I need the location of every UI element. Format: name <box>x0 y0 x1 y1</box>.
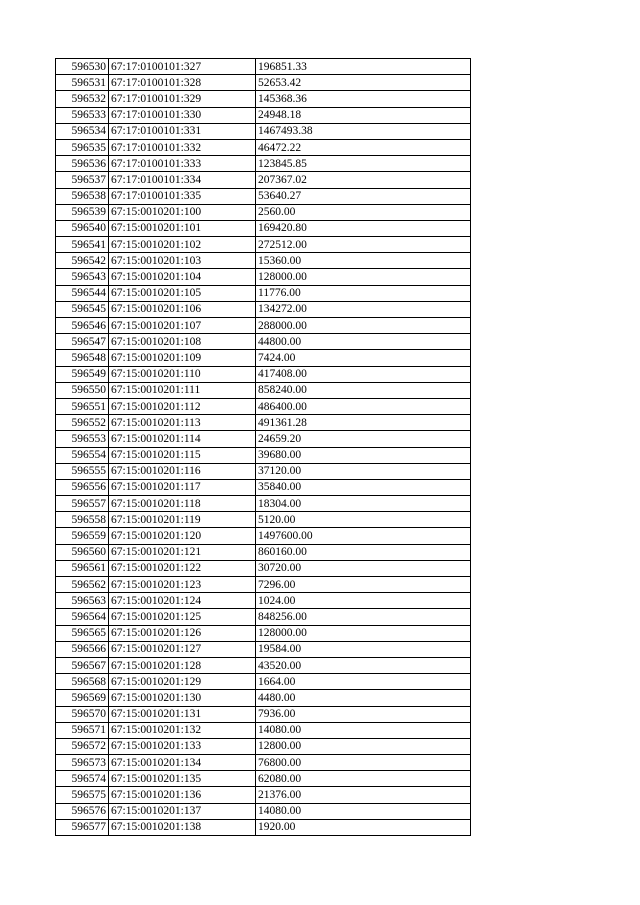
row-number-cell: 596566 <box>56 641 109 657</box>
cadastral-number-cell: 67:17:0100101:331 <box>109 123 256 139</box>
cadastral-number-cell: 67:15:0010201:133 <box>109 738 256 754</box>
table-row <box>56 172 471 188</box>
cadastral-number-cell: 67:15:0010201:104 <box>109 269 256 285</box>
row-number-cell: 596563 <box>56 593 109 609</box>
cadastral-number-cell: 67:15:0010201:120 <box>109 528 256 544</box>
data-table <box>55 58 471 836</box>
table-row <box>56 722 471 738</box>
cadastral-number-cell: 67:17:0100101:334 <box>109 172 256 188</box>
row-number-cell: 596532 <box>56 91 109 107</box>
row-number-cell: 596530 <box>56 59 109 75</box>
value-cell: 128000.00 <box>256 625 471 641</box>
row-number-cell: 596544 <box>56 285 109 301</box>
cadastral-number-cell: 67:15:0010201:111 <box>109 382 256 398</box>
row-number-cell: 596562 <box>56 577 109 593</box>
table-row <box>56 819 471 835</box>
row-number-cell: 596540 <box>56 220 109 236</box>
row-number-cell: 596570 <box>56 706 109 722</box>
value-cell: 860160.00 <box>256 544 471 560</box>
table-row <box>56 755 471 771</box>
table-row <box>56 91 471 107</box>
row-number-cell: 596557 <box>56 496 109 512</box>
cadastral-number-cell: 67:15:0010201:132 <box>109 722 256 738</box>
cadastral-number-cell: 67:15:0010201:125 <box>109 609 256 625</box>
row-number-cell: 596545 <box>56 301 109 317</box>
row-number-cell: 596554 <box>56 447 109 463</box>
cadastral-number-cell: 67:15:0010201:107 <box>109 318 256 334</box>
value-cell: 52653.42 <box>256 75 471 91</box>
cadastral-number-cell: 67:15:0010201:123 <box>109 577 256 593</box>
value-cell: 46472.22 <box>256 139 471 155</box>
table-row <box>56 479 471 495</box>
table-row <box>56 188 471 204</box>
value-cell: 2560.00 <box>256 204 471 220</box>
cadastral-number-cell: 67:17:0100101:332 <box>109 139 256 155</box>
row-number-cell: 596547 <box>56 334 109 350</box>
row-number-cell: 596555 <box>56 463 109 479</box>
row-number-cell: 596576 <box>56 803 109 819</box>
table-row <box>56 75 471 91</box>
value-cell: 1664.00 <box>256 674 471 690</box>
value-cell: 7296.00 <box>256 577 471 593</box>
table-row <box>56 59 471 75</box>
row-number-cell: 596556 <box>56 479 109 495</box>
table-row <box>56 366 471 382</box>
table-row <box>56 463 471 479</box>
table-row <box>56 496 471 512</box>
row-number-cell: 596569 <box>56 690 109 706</box>
value-cell: 37120.00 <box>256 463 471 479</box>
cadastral-number-cell: 67:15:0010201:103 <box>109 253 256 269</box>
row-number-cell: 596559 <box>56 528 109 544</box>
table-row <box>56 803 471 819</box>
row-number-cell: 596551 <box>56 398 109 414</box>
table-row <box>56 609 471 625</box>
cadastral-number-cell: 67:17:0100101:328 <box>109 75 256 91</box>
table-row <box>56 657 471 673</box>
row-number-cell: 596546 <box>56 318 109 334</box>
value-cell: 1920.00 <box>256 819 471 835</box>
table-row <box>56 350 471 366</box>
value-cell: 12800.00 <box>256 738 471 754</box>
table-row <box>56 771 471 787</box>
table-row <box>56 641 471 657</box>
table-row <box>56 269 471 285</box>
value-cell: 7424.00 <box>256 350 471 366</box>
cadastral-number-cell: 67:15:0010201:108 <box>109 334 256 350</box>
table-row <box>56 431 471 447</box>
table-row <box>56 447 471 463</box>
cadastral-number-cell: 67:15:0010201:100 <box>109 204 256 220</box>
row-number-cell: 596552 <box>56 415 109 431</box>
value-cell: 35840.00 <box>256 479 471 495</box>
table-body <box>56 59 471 836</box>
cadastral-number-cell: 67:15:0010201:130 <box>109 690 256 706</box>
value-cell: 1024.00 <box>256 593 471 609</box>
table-row <box>56 593 471 609</box>
value-cell: 44800.00 <box>256 334 471 350</box>
cadastral-number-cell: 67:15:0010201:119 <box>109 512 256 528</box>
cadastral-number-cell: 67:15:0010201:118 <box>109 496 256 512</box>
cadastral-number-cell: 67:17:0100101:330 <box>109 107 256 123</box>
table-row <box>56 706 471 722</box>
cadastral-number-cell: 67:15:0010201:116 <box>109 463 256 479</box>
value-cell: 207367.02 <box>256 172 471 188</box>
row-number-cell: 596575 <box>56 787 109 803</box>
value-cell: 417408.00 <box>256 366 471 382</box>
value-cell: 169420.80 <box>256 220 471 236</box>
value-cell: 18304.00 <box>256 496 471 512</box>
cadastral-number-cell: 67:15:0010201:117 <box>109 479 256 495</box>
row-number-cell: 596573 <box>56 755 109 771</box>
table-row <box>56 334 471 350</box>
cadastral-number-cell: 67:15:0010201:134 <box>109 755 256 771</box>
value-cell: 39680.00 <box>256 447 471 463</box>
value-cell: 53640.27 <box>256 188 471 204</box>
row-number-cell: 596548 <box>56 350 109 366</box>
table-row <box>56 690 471 706</box>
cadastral-number-cell: 67:15:0010201:109 <box>109 350 256 366</box>
table-row <box>56 674 471 690</box>
row-number-cell: 596535 <box>56 139 109 155</box>
row-number-cell: 596574 <box>56 771 109 787</box>
value-cell: 1467493.38 <box>256 123 471 139</box>
table-row <box>56 123 471 139</box>
value-cell: 134272.00 <box>256 301 471 317</box>
table-row <box>56 139 471 155</box>
table-row <box>56 398 471 414</box>
value-cell: 76800.00 <box>256 755 471 771</box>
table-row <box>56 318 471 334</box>
value-cell: 4480.00 <box>256 690 471 706</box>
row-number-cell: 596537 <box>56 172 109 188</box>
cadastral-number-cell: 67:15:0010201:115 <box>109 447 256 463</box>
row-number-cell: 596571 <box>56 722 109 738</box>
row-number-cell: 596531 <box>56 75 109 91</box>
value-cell: 128000.00 <box>256 269 471 285</box>
value-cell: 14080.00 <box>256 722 471 738</box>
value-cell: 491361.28 <box>256 415 471 431</box>
value-cell: 24948.18 <box>256 107 471 123</box>
cadastral-number-cell: 67:15:0010201:122 <box>109 560 256 576</box>
value-cell: 62080.00 <box>256 771 471 787</box>
row-number-cell: 596534 <box>56 123 109 139</box>
cadastral-number-cell: 67:15:0010201:135 <box>109 771 256 787</box>
table-row <box>56 382 471 398</box>
value-cell: 145368.36 <box>256 91 471 107</box>
value-cell: 272512.00 <box>256 237 471 253</box>
row-number-cell: 596567 <box>56 657 109 673</box>
cadastral-number-cell: 67:15:0010201:106 <box>109 301 256 317</box>
table-row <box>56 577 471 593</box>
cadastral-number-cell: 67:15:0010201:105 <box>109 285 256 301</box>
row-number-cell: 596541 <box>56 237 109 253</box>
cadastral-number-cell: 67:15:0010201:129 <box>109 674 256 690</box>
table-row <box>56 738 471 754</box>
row-number-cell: 596533 <box>56 107 109 123</box>
table-row <box>56 625 471 641</box>
table-row <box>56 560 471 576</box>
cadastral-number-cell: 67:15:0010201:124 <box>109 593 256 609</box>
row-number-cell: 596561 <box>56 560 109 576</box>
table-row <box>56 220 471 236</box>
row-number-cell: 596542 <box>56 253 109 269</box>
value-cell: 15360.00 <box>256 253 471 269</box>
row-number-cell: 596536 <box>56 156 109 172</box>
table-row <box>56 512 471 528</box>
cadastral-number-cell: 67:15:0010201:114 <box>109 431 256 447</box>
cadastral-number-cell: 67:15:0010201:102 <box>109 237 256 253</box>
row-number-cell: 596565 <box>56 625 109 641</box>
cadastral-number-cell: 67:15:0010201:113 <box>109 415 256 431</box>
value-cell: 196851.33 <box>256 59 471 75</box>
value-cell: 14080.00 <box>256 803 471 819</box>
table-row <box>56 156 471 172</box>
value-cell: 288000.00 <box>256 318 471 334</box>
value-cell: 123845.85 <box>256 156 471 172</box>
cadastral-number-cell: 67:15:0010201:126 <box>109 625 256 641</box>
cadastral-number-cell: 67:15:0010201:128 <box>109 657 256 673</box>
cadastral-number-cell: 67:15:0010201:137 <box>109 803 256 819</box>
cadastral-number-cell: 67:17:0100101:329 <box>109 91 256 107</box>
table-row <box>56 237 471 253</box>
value-cell: 1497600.00 <box>256 528 471 544</box>
value-cell: 5120.00 <box>256 512 471 528</box>
value-cell: 19584.00 <box>256 641 471 657</box>
value-cell: 30720.00 <box>256 560 471 576</box>
table-row <box>56 528 471 544</box>
row-number-cell: 596564 <box>56 609 109 625</box>
value-cell: 43520.00 <box>256 657 471 673</box>
cadastral-number-cell: 67:15:0010201:101 <box>109 220 256 236</box>
cadastral-number-cell: 67:17:0100101:335 <box>109 188 256 204</box>
table-row <box>56 301 471 317</box>
cadastral-number-cell: 67:15:0010201:112 <box>109 398 256 414</box>
row-number-cell: 596568 <box>56 674 109 690</box>
row-number-cell: 596572 <box>56 738 109 754</box>
table-row <box>56 415 471 431</box>
row-number-cell: 596560 <box>56 544 109 560</box>
table-row <box>56 204 471 220</box>
cadastral-number-cell: 67:17:0100101:327 <box>109 59 256 75</box>
cadastral-number-cell: 67:17:0100101:333 <box>109 156 256 172</box>
row-number-cell: 596550 <box>56 382 109 398</box>
row-number-cell: 596543 <box>56 269 109 285</box>
row-number-cell: 596577 <box>56 819 109 835</box>
cadastral-number-cell: 67:15:0010201:131 <box>109 706 256 722</box>
cadastral-number-cell: 67:15:0010201:121 <box>109 544 256 560</box>
value-cell: 11776.00 <box>256 285 471 301</box>
table-row <box>56 285 471 301</box>
cadastral-number-cell: 67:15:0010201:138 <box>109 819 256 835</box>
row-number-cell: 596549 <box>56 366 109 382</box>
table-row <box>56 107 471 123</box>
row-number-cell: 596553 <box>56 431 109 447</box>
cadastral-number-cell: 67:15:0010201:110 <box>109 366 256 382</box>
value-cell: 858240.00 <box>256 382 471 398</box>
value-cell: 848256.00 <box>256 609 471 625</box>
table-row <box>56 253 471 269</box>
row-number-cell: 596538 <box>56 188 109 204</box>
table-row <box>56 787 471 803</box>
row-number-cell: 596558 <box>56 512 109 528</box>
value-cell: 21376.00 <box>256 787 471 803</box>
cadastral-number-cell: 67:15:0010201:127 <box>109 641 256 657</box>
value-cell: 24659.20 <box>256 431 471 447</box>
value-cell: 7936.00 <box>256 706 471 722</box>
table-row <box>56 544 471 560</box>
row-number-cell: 596539 <box>56 204 109 220</box>
cadastral-number-cell: 67:15:0010201:136 <box>109 787 256 803</box>
value-cell: 486400.00 <box>256 398 471 414</box>
